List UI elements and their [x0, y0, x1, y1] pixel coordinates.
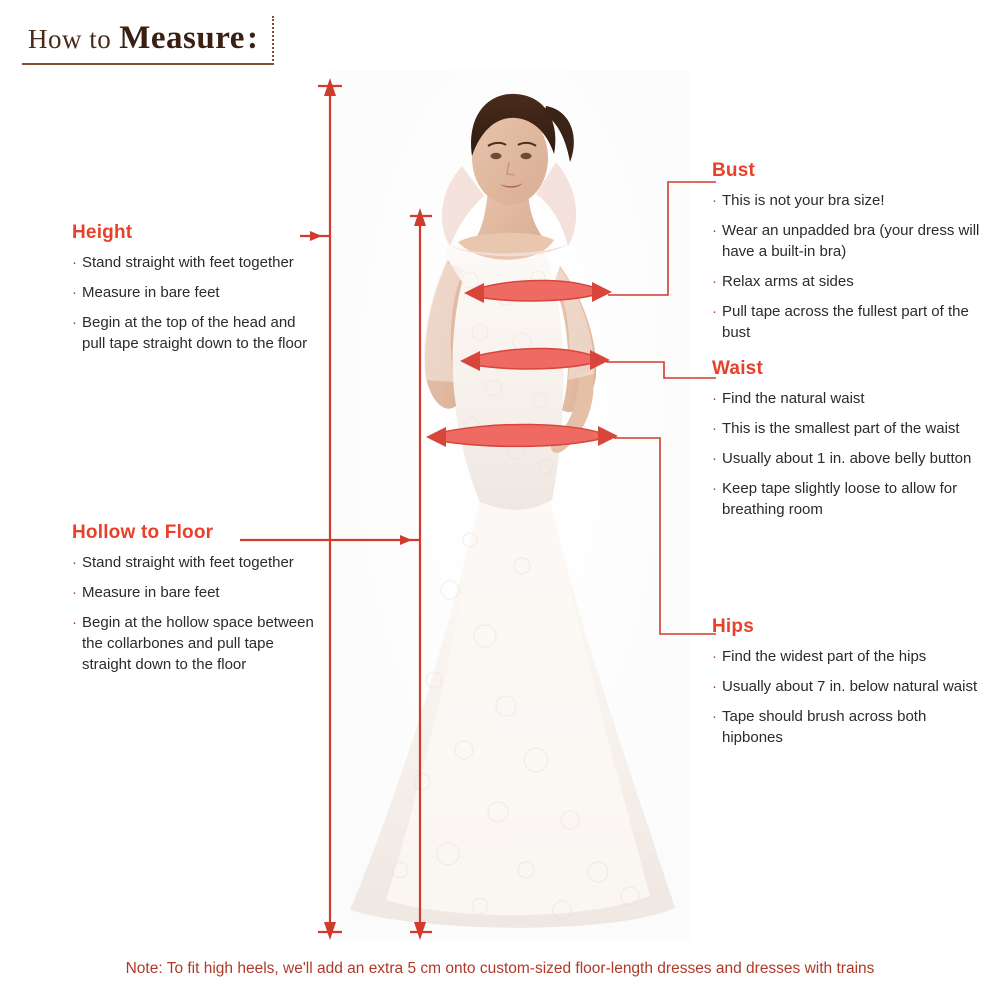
- bullet-dot: ·: [712, 480, 717, 497]
- hollow-bullet-1: Stand straight with feet together: [82, 554, 294, 571]
- list-item: [712, 646, 980, 667]
- note-label: Note: [125, 960, 159, 977]
- list-item: [712, 271, 980, 292]
- bullet-dot: ·: [712, 303, 717, 320]
- hips-bullet-2: Usually about 7 in. below natural waist: [722, 678, 978, 695]
- list-item: [72, 582, 322, 603]
- bust-bullet-4: Pull tape across the fullest part of the bust: [722, 303, 969, 341]
- bullet-dot: ·: [712, 222, 717, 239]
- bust-heading: Bust: [712, 160, 756, 181]
- bullet-dot: ·: [712, 420, 717, 437]
- list-item: [712, 706, 980, 748]
- hips-annotation-block: [712, 616, 980, 757]
- bust-bullet-2: Wear an unpadded bra (your dress will have a built-in bra): [722, 222, 980, 260]
- height-bullet-3: Begin at the top of the head and pull tape straight down to the floor: [82, 314, 308, 352]
- bullet-dot: ·: [72, 314, 77, 331]
- list-item: [712, 478, 980, 520]
- list-item: [72, 312, 322, 354]
- list-item: [712, 448, 980, 469]
- note-text: : To fit high heels, we'll add an extra 5 cm onto custom-sized floor-length dresses and dresses with trains: [158, 960, 875, 977]
- bullet-dot: ·: [712, 648, 717, 665]
- waist-heading: Waist: [712, 358, 763, 379]
- list-item: [72, 282, 322, 303]
- list-item: [72, 612, 322, 675]
- height-heading: Height: [72, 222, 133, 243]
- list-item: [72, 252, 322, 273]
- hollow-to-floor-heading: Hollow to Floor: [72, 522, 214, 543]
- hollow-bullet-2: Measure in bare feet: [82, 584, 220, 601]
- model-illustration: [330, 70, 690, 940]
- title-part-two: Measure: [119, 20, 245, 56]
- hollow-bullet-3: Begin at the hollow space between the collarbones and pull tape straight down to the floor: [82, 614, 314, 673]
- list-item: [72, 552, 322, 573]
- waist-bullet-4: Keep tape slightly loose to allow for breathing room: [722, 480, 958, 518]
- list-item: [712, 388, 980, 409]
- hips-heading: Hips: [712, 616, 754, 637]
- waist-annotation-block: [712, 358, 980, 529]
- bust-bullet-1: This is not your bra size!: [722, 192, 885, 209]
- bust-annotation-block: [712, 160, 980, 352]
- bullet-dot: ·: [72, 254, 77, 271]
- bullet-dot: ·: [72, 554, 77, 571]
- bullet-dot: ·: [712, 390, 717, 407]
- list-item: [712, 676, 980, 697]
- footer-note: [0, 960, 1000, 978]
- waist-bullet-2: This is the smallest part of the waist: [722, 420, 960, 437]
- title-colon: :: [246, 20, 258, 56]
- bullet-dot: ·: [72, 584, 77, 601]
- bust-bullet-3: Relax arms at sides: [722, 273, 854, 290]
- model-figure: [330, 70, 690, 940]
- page-title: [22, 16, 274, 65]
- list-item: [712, 301, 980, 343]
- bullet-dot: ·: [72, 614, 77, 631]
- waist-bullet-3: Usually about 1 in. above belly button: [722, 450, 972, 467]
- title-part-one: How to: [28, 24, 112, 54]
- bullet-dot: ·: [712, 273, 717, 290]
- height-bullet-2: Measure in bare feet: [82, 284, 220, 301]
- bullet-dot: ·: [712, 450, 717, 467]
- waist-bullet-1: Find the natural waist: [722, 390, 865, 407]
- height-annotation-block: [72, 222, 322, 363]
- bullet-dot: ·: [72, 284, 77, 301]
- bullet-dot: ·: [712, 678, 717, 695]
- hips-bullet-3: Tape should brush across both hipbones: [722, 708, 927, 746]
- bullet-dot: ·: [712, 708, 717, 725]
- list-item: [712, 190, 980, 211]
- list-item: [712, 220, 980, 262]
- bullet-dot: ·: [712, 192, 717, 209]
- list-item: [712, 418, 980, 439]
- hollow-to-floor-annotation-block: [72, 522, 322, 684]
- hips-bullet-1: Find the widest part of the hips: [722, 648, 927, 665]
- height-bullet-1: Stand straight with feet together: [82, 254, 294, 271]
